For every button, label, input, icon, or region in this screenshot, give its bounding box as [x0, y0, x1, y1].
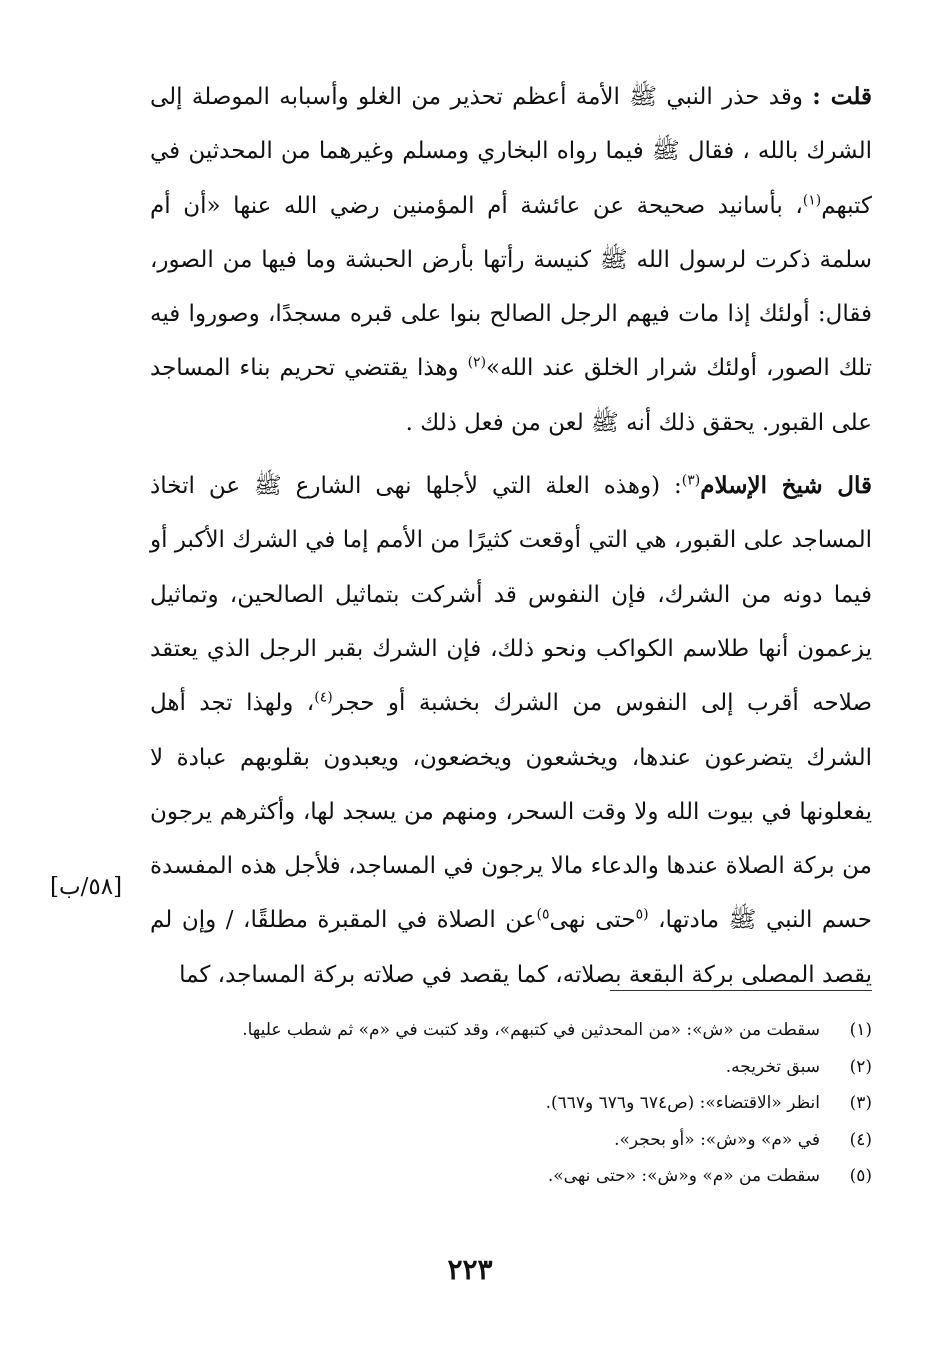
text-segment: وهذا يقتضي تحريم بناء المساجد على القبور. يحقق ذلك أنه ﷺ لعن من فعل ذلك .: [150, 355, 872, 436]
footnote-ref: (٤): [314, 689, 333, 706]
text-segment: حتى نهى: [549, 907, 636, 934]
paragraph-lead: قلت :: [812, 83, 872, 110]
footnote: [150, 1122, 872, 1159]
footnote: [150, 1012, 872, 1049]
footnote-text: سقطت من «م» و«ش»: «حتى نهى».: [547, 1166, 820, 1186]
footnote: [150, 1049, 872, 1086]
text-segment: ، ولهذا تجد أهل الشرك يتضرعون عندها، ويخشعون ويخضعون، ويعبدون بقلوبهم عبادة لا يفعلونها في بيوت الله ولا وقت السحر، ومنهم من يسجد لها، وأكثرهم يرجون من بركة الصلاة عندها والدعاء مالا يرجون في المساجد، فلأجل هذه المفسدة حسم النبي ﷺ مادتها،: [150, 690, 872, 934]
paragraph-1: [150, 70, 872, 450]
footnote: [150, 1085, 872, 1122]
text-segment: وقد حذر النبي ﷺ الأمة أعظم تحذير من الغلو وأسبابه الموصلة إلى الشرك بالله ، فقال ﷺ فيما رواه البخاري ومسلم وغيرهما من المحدثين في كتبهم: [150, 84, 872, 219]
footnote-number: (٥): [849, 1166, 872, 1186]
text-segment: : (وهذه العلة التي لأجلها نهى الشارع ﷺ عن اتخاذ المساجد على القبور، هي التي أوقعت كثيرًا من الأمم إما في الشرك الأكبر أو فيما دونه من الشرك، فإن النفوس قد أشركت بتماثيل الصالحين، وتماثيل يزعمون أنها طلاسم الكواكب ونحو ذلك، فإن الشرك بقبر الرجل الذي يعتقد صلاحه أقرب إلى النفوس من الشرك بخشبة أو حجر: [150, 473, 872, 717]
footnote-number: (٢): [849, 1056, 872, 1077]
footnote-text: سقطت من «ش»: «من المحدثين في كتبهم»، وقد كتبت في «م» ثم شطب عليها.: [242, 1020, 820, 1040]
footnote-ref: ٥): [536, 906, 550, 923]
footnote-text: انظر «الاقتضاء»: (ص٦٧٤ و٦٧٦ و٦٦٧).: [545, 1093, 820, 1113]
text-segment: عن الصلاة في المقبرة مطلقًا، / وإن لم يقصد المصلى بركة البقعة بصلاته، كما يقصد في صلاته بركة المساجد، كما: [150, 907, 872, 988]
paragraph-lead: قال شيخ الإسلام: [700, 472, 873, 500]
footnote-number: (٣): [849, 1093, 872, 1113]
paragraph-2: [150, 459, 872, 1002]
footnotes: [150, 1012, 872, 1195]
footnote-text: سبق تخريجه.: [725, 1056, 820, 1077]
footnote-ref: (١): [802, 191, 822, 208]
page-number: ٢٢٣: [447, 1253, 493, 1286]
margin-folio-reference: [٥٨/ب]: [50, 874, 123, 900]
footnote-ref: (٥: [635, 906, 649, 923]
footnote-ref: (٣): [681, 472, 701, 489]
footnote-number: (٤): [849, 1129, 872, 1150]
footnote: [150, 1158, 872, 1195]
footnote-divider: [610, 990, 872, 991]
footnote-number: (١): [849, 1020, 872, 1040]
text-segment: ، بأسانيد صحيحة عن عائشة أم المؤمنين رضي الله عنها «أن أم سلمة ذكرت لرسول الله ﷺ كنيسة رأتها بأرض الحبشة وما فيها من الصور، فقال: أولئك إذا مات فيهم الرجل الصالح بنوا على قبره مسجدًا، وصوروا فيه تلك الصور، أولئك شرار الخلق عند الله»: [150, 192, 872, 382]
footnote-ref: (٢): [467, 354, 487, 371]
main-text: [150, 70, 872, 1002]
footnote-text: في «م» و«ش»: «أو بحجر».: [614, 1129, 820, 1150]
